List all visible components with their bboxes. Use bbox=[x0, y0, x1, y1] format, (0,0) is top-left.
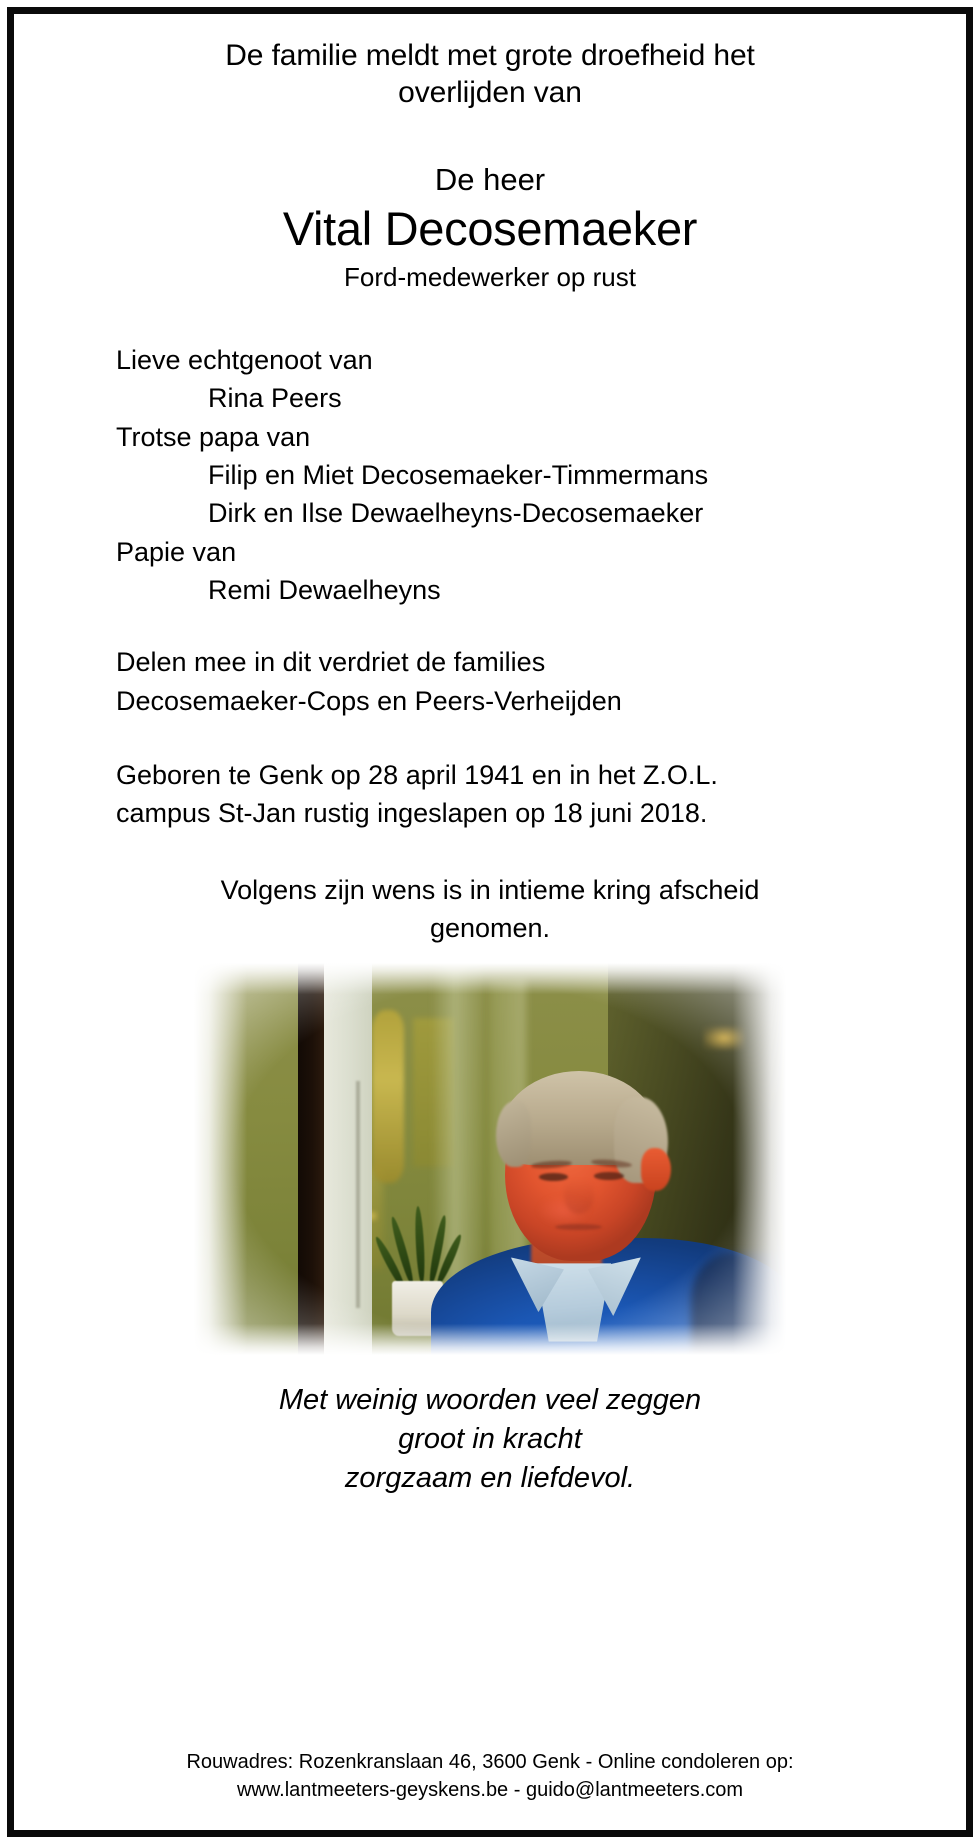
honorific: De heer bbox=[434, 162, 546, 198]
announcement-intro-line-1: De familie meldt met grote droefheid het bbox=[225, 39, 755, 72]
card-border bbox=[7, 7, 973, 1837]
families-line-1: Delen mee in dit verdriet de families bbox=[116, 647, 546, 678]
families-block bbox=[36, 643, 944, 720]
footer-website-email: www.lantmeeters-geyskens.be - guido@lantmeeters.com bbox=[236, 1779, 744, 1801]
relation-heading-spouse: Lieve echtgenoot van bbox=[116, 345, 373, 376]
card-content bbox=[14, 14, 966, 1830]
epitaph-line-1: Met weinig woorden veel zeggen bbox=[278, 1384, 702, 1417]
photo-edge-fade bbox=[194, 963, 786, 1355]
epitaph-block bbox=[36, 1381, 944, 1498]
relation-name-grandchild-1: Remi Dewaelheyns bbox=[208, 575, 441, 606]
deceased-name: Vital Decosemaeker bbox=[282, 202, 698, 256]
life-dates-block bbox=[36, 756, 944, 833]
life-dates-line-1: Geboren te Genk op 28 april 1941 en in het Z.O.L. bbox=[116, 760, 718, 791]
relations-block bbox=[36, 341, 944, 609]
relation-heading-grandfather: Papie van bbox=[116, 536, 237, 567]
relation-name-child-1: Filip en Miet Decosemaeker-Timmermans bbox=[208, 460, 709, 491]
epitaph-line-3: zorgzaam en liefdevol. bbox=[344, 1462, 636, 1495]
farewell-wish-line-2: genomen. bbox=[429, 913, 551, 944]
footer-mourning-address: Rouwadres: Rozenkranslaan 46, 3600 Genk - Online condoleren op: bbox=[186, 1751, 794, 1773]
farewell-wish-block bbox=[36, 871, 944, 948]
farewell-wish-line-1: Volgens zijn wens is in intieme kring afscheid bbox=[220, 874, 760, 905]
announcement-intro bbox=[36, 38, 944, 111]
life-dates-line-2: campus St-Jan rustig ingeslapen op 18 juni 2018. bbox=[116, 798, 708, 829]
relation-name-spouse: Rina Peers bbox=[208, 383, 342, 414]
relation-name-child-2: Dirk en Ilse Dewaelheyns-Decosemaeker bbox=[208, 498, 704, 529]
footer-block bbox=[14, 1748, 966, 1804]
portrait-photo bbox=[194, 963, 786, 1355]
relation-heading-father: Trotse papa van bbox=[116, 421, 311, 452]
occupation: Ford-medewerker op rust bbox=[344, 261, 636, 292]
families-line-2: Decosemaeker-Cops en Peers-Verheijden bbox=[116, 685, 622, 716]
portrait-photo-canvas bbox=[194, 963, 786, 1355]
epitaph-line-2: groot in kracht bbox=[398, 1423, 582, 1456]
announcement-intro-line-2: overlijden van bbox=[398, 75, 582, 109]
